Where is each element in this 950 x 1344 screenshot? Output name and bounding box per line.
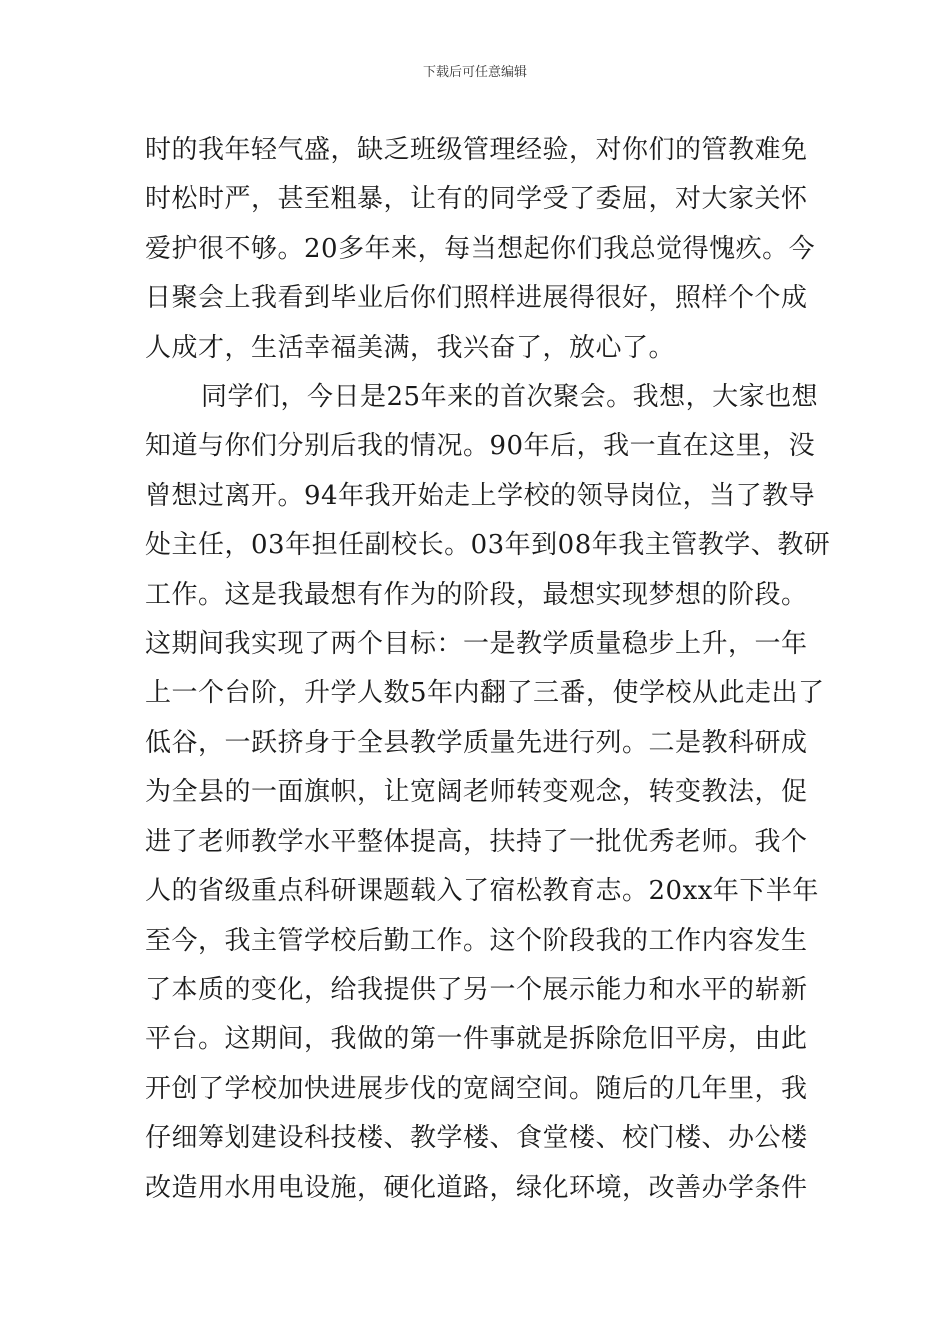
text-line: 仔细筹划建设科技楼、教学楼、食堂楼、校门楼、办公楼 bbox=[145, 1123, 808, 1154]
text-line: 人的省级重点科研课题载入了宿松教育志。20xx年下半年 bbox=[145, 876, 819, 907]
text-line: 人成才，生活幸福美满，我兴奋了，放心了。 bbox=[145, 332, 676, 363]
text-line: 低谷，一跃挤身于全县教学质量先进行列。二是教科研成 bbox=[145, 727, 808, 758]
text-line: 了本质的变化，给我提供了另一个展示能力和水平的崭新 bbox=[145, 974, 808, 1005]
text-line: 平台。这期间，我做的第一件事就是拆除危旧平房，由此 bbox=[145, 1024, 808, 1055]
text-line: 时的我年轻气盛，缺乏班级管理经验，对你们的管教难免 bbox=[145, 135, 808, 165]
text-line: 为全县的一面旗帜，让宽阔老师转变观念，转变教法，促 bbox=[145, 777, 808, 808]
document-body bbox=[145, 126, 831, 1213]
text-line: 处主任，03年担任副校长。03年到08年我主管教学、教研 bbox=[145, 530, 831, 561]
text-line: 爱护很不够。20多年来，每当想起你们我总觉得愧疚。今 bbox=[145, 233, 816, 264]
text-line: 这期间我实现了两个目标：一是教学质量稳步上升，一年 bbox=[145, 629, 808, 660]
text-line: 至今，我主管学校后勤工作。这个阶段我的工作内容发生 bbox=[145, 925, 808, 956]
text-line: 改造用水用电设施，硬化道路，绿化环境，改善办学条件 bbox=[145, 1172, 808, 1203]
text-line: 知道与你们分别后我的情况。90年后，我一直在这里，没 bbox=[145, 431, 816, 462]
text-line: 上一个台阶，升学人数5年内翻了三番，使学校从此走出了 bbox=[145, 678, 825, 709]
text-line: 开创了学校加快进展步伐的宽阔空间。随后的几年里，我 bbox=[145, 1073, 808, 1104]
page-header: 下载后可任意编辑 bbox=[422, 65, 527, 80]
text-line: 时松时严，甚至粗暴，让有的同学受了委屈，对大家关怀 bbox=[145, 184, 808, 215]
text-line: 进了老师教学水平整体提高，扶持了一批优秀老师。我个 bbox=[145, 826, 808, 857]
text-line: 同学们，今日是25年来的首次聚会。我想，大家也想 bbox=[201, 382, 819, 413]
text-line: 日聚会上我看到毕业后你们照样进展得很好，照样个个成 bbox=[145, 283, 808, 314]
text-line: 工作。这是我最想有作为的阶段，最想实现梦想的阶段。 bbox=[145, 579, 808, 610]
text-line: 曾想过离开。94年我开始走上学校的领导岗位，当了教导 bbox=[145, 480, 816, 511]
